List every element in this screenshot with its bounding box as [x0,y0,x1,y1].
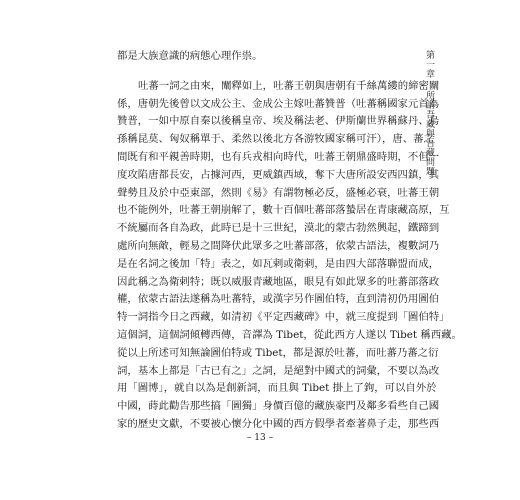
text-line: 處所向無敵，輕易之間降伏此眾多之吐蕃部落，依蒙古語法，複數詞乃 [117,239,440,252]
chapter-title: 所謂吾藏與吾藏問題 [424,90,434,176]
text-line: 特一詞指今日之西藏，如清初《平定西藏碑》中，就三度提到「圖伯特」 [117,311,450,324]
text-line: 權，依蒙古語法遂稱為吐蕃特，或漢字另作圖伯特，直到清初仍用圖伯 [117,293,440,306]
text-line: 因此稱之為衛剌特；既以威服青藏地區，眼見有如此眾多的吐蕃部落政 [117,275,440,288]
chapter-label: 第一章 [424,50,434,79]
text-line: 聲勢且及於中亞東部，然則《易》有謂物極必反，盛極必衰，吐蕃王朝 [117,186,440,199]
text-line: 不統屬而各自為政，此時已是十三世紀，漠北的蒙古勃然興起，鐵蹄到 [117,222,440,235]
text-line: 係，唐朝先後曾以文成公主、金成公主嫁吐蕃贊普（吐蕃稱國家元首為 [117,97,440,110]
text-line: 吐蕃一詞之由來，闡釋如上，吐蕃王朝與唐朝有千絲萬縷的締密關 [138,79,440,92]
text-line: 用「圖博」，就自以為是創新詞，而且與 Tibet 掛上了鉤，可以自外於 [117,382,437,395]
text-line: 都是大族意識的病態心理作祟。 [117,50,263,62]
text-line: 間既有和平親善時期，也有兵戎相向時代，吐蕃王朝鼎盛時期，不但一 [117,150,440,163]
text-line: 贊普，一如中原自秦以後稱皇帝、埃及稱法老、伊斯蘭世界稱蘇丹、烏 [117,115,440,128]
text-line: 中國，蒔此勸告那些搞「圖獨」身價百億的藏族豪門及鄰多看些自己國 [117,400,440,413]
text-line: 是在名詞之後加「特」表之，如瓦剌或衛剌，是由四大部落聯盟而成， [117,257,440,270]
text-line: 孫稱昆莫、匈奴稱單于、柔然以後北方各游牧國家稱可汗），唐、蕃之 [117,133,434,146]
text-line: 家的歷史文獻，不要被心懷分化中國的西方假學者牽著鼻子走，那些西 [117,417,440,430]
text-line: 從以上所述可知無論圖伯特或 Tibet，都是源於吐蕃，而吐蕃乃蕃之衍 [117,346,439,359]
page-number: – 13 – [246,433,274,443]
text-line: 度攻陷唐都長安，占據河西，更威鎮西域，奪下大唐所設安西四鎮，其 [117,168,440,181]
text-line: 詞，基本上都是「古已有之」之詞，是絕對中國式的詞彙，不要以為改 [117,364,440,377]
text-line: 這個詞，這個詞傾轉西傳，音譯為 Tibet，從此西方人遂以 Tibet 稱西藏。 [117,328,462,341]
text-line: 也不能例外，吐蕃王朝崩解了，數十百個吐蕃部落蟄居在青康藏高原，互 [117,204,450,217]
